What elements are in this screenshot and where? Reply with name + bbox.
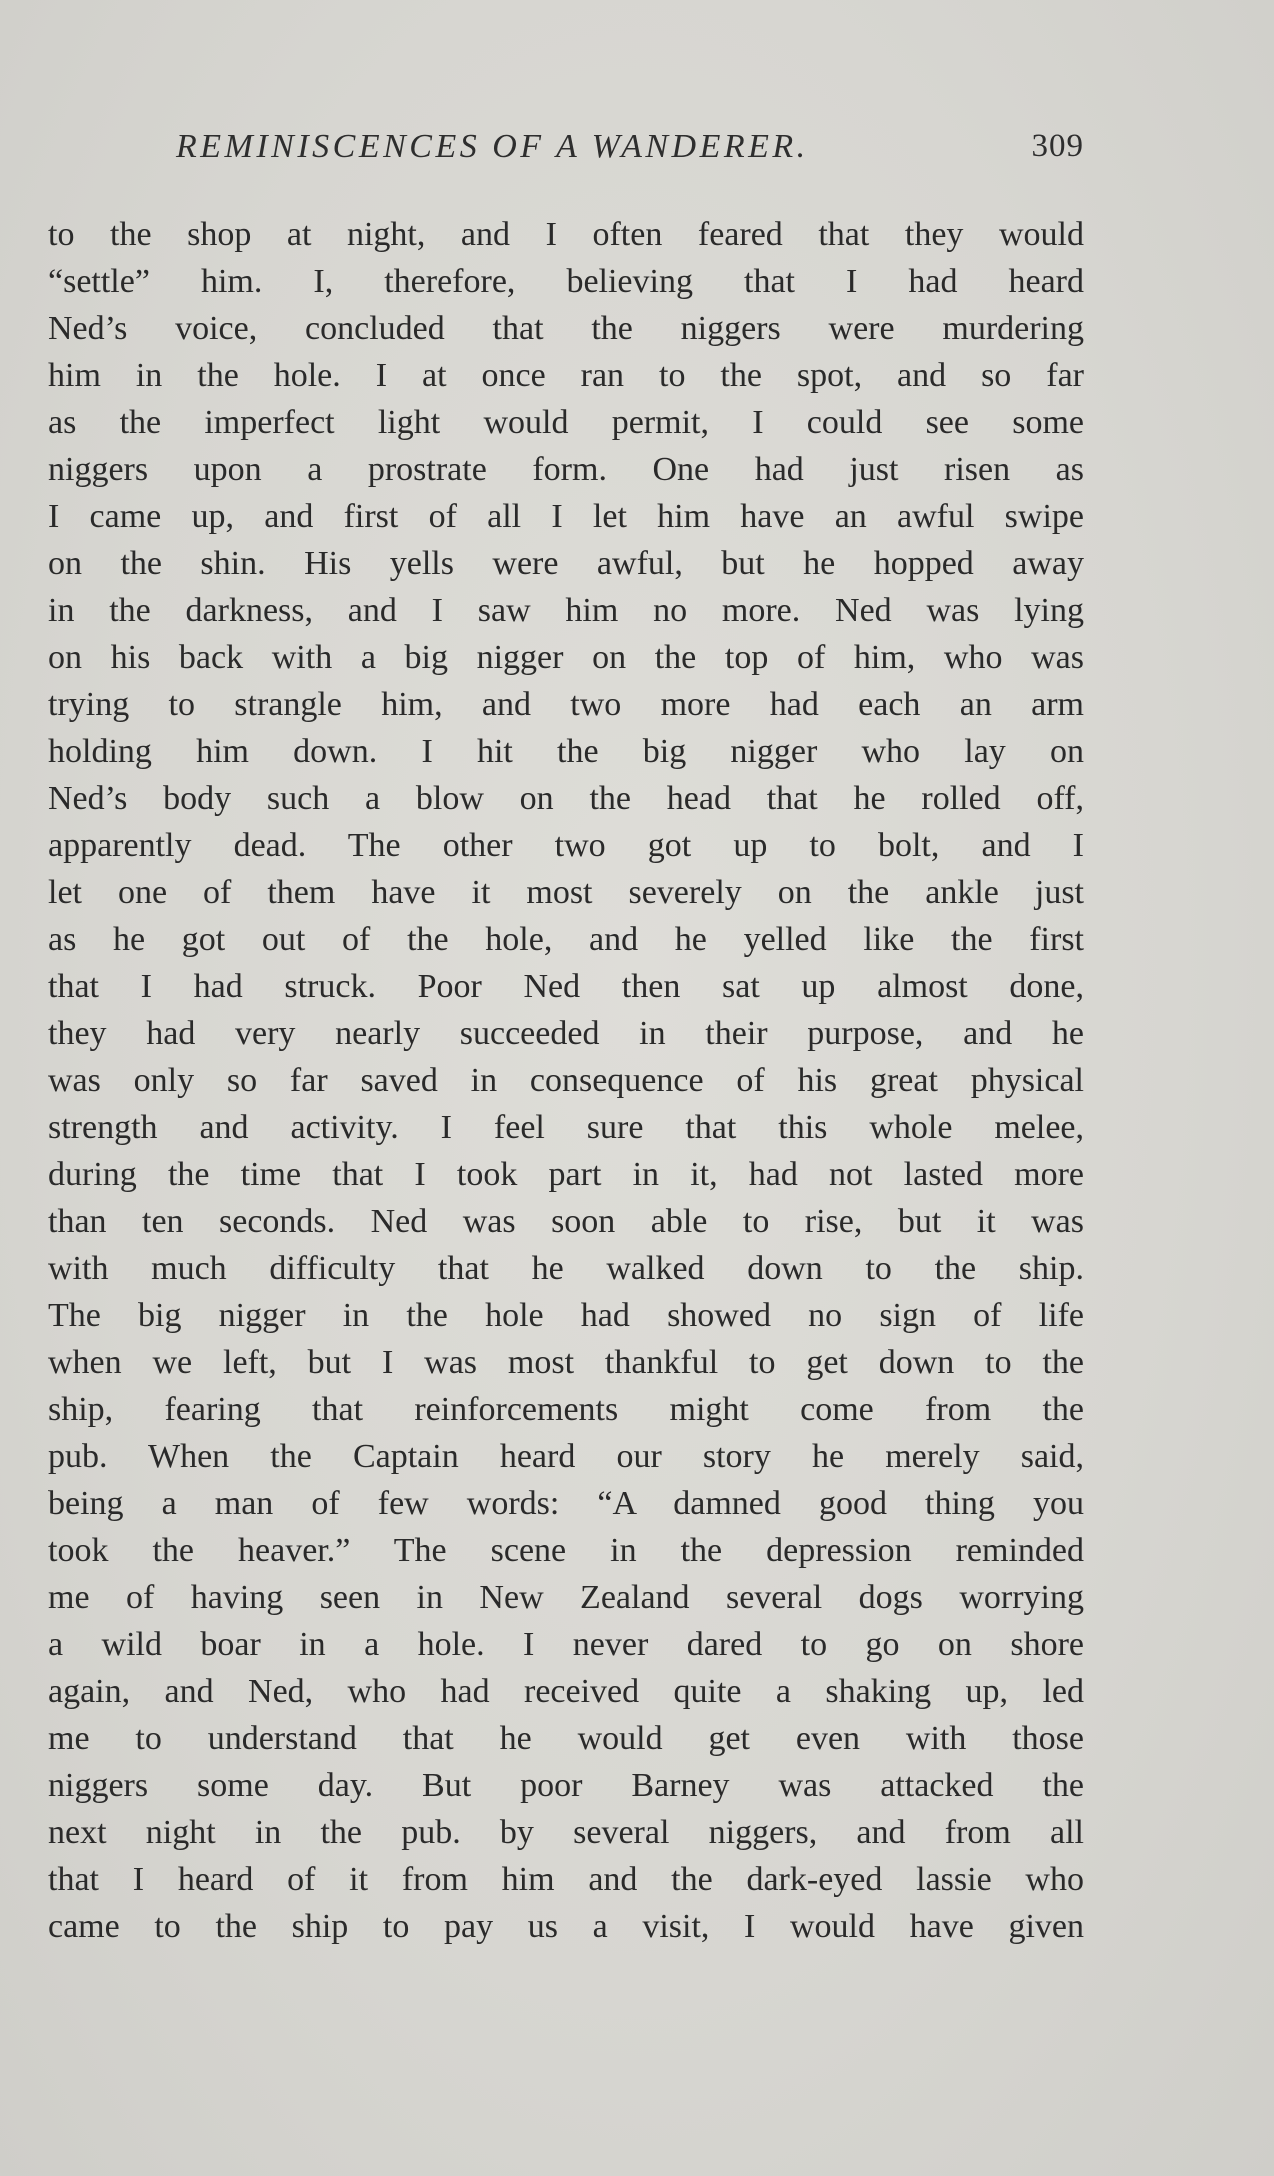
text-line: “settle” him. I, therefore, believing that I had heard [48, 263, 1084, 300]
text-line: Ned’s voice, concluded that the niggers were murdering [48, 310, 1084, 347]
text-line: to the shop at night, and I often feared that they would [48, 216, 1084, 253]
text-line: with much difficulty that he walked down to the ship. [48, 1250, 1084, 1287]
text-line: that I heard of it from him and the dark-eyed lassie who [48, 1861, 1084, 1898]
text-line: holding him down. I hit the big nigger who lay on [48, 733, 1084, 770]
text-line: apparently dead. The other two got up to bolt, and I [48, 827, 1084, 864]
text-line: during the time that I took part in it, had not lasted more [48, 1156, 1084, 1193]
text-line: in the darkness, and I saw him no more. Ned was lying [48, 592, 1084, 629]
text-line: a wild boar in a hole. I never dared to go on shore [48, 1626, 1084, 1663]
page-number: 309 [1031, 128, 1084, 164]
text-line: pub. When the Captain heard our story he merely said, [48, 1438, 1084, 1475]
text-line: when we left, but I was most thankful to get down to the [48, 1344, 1084, 1381]
text-line: The big nigger in the hole had showed no sign of life [48, 1297, 1084, 1334]
text-line: took the heaver.” The scene in the depression reminded [48, 1532, 1084, 1569]
text-line: strength and activity. I feel sure that this whole melee, [48, 1109, 1084, 1146]
text-line: next night in the pub. by several niggers, and from all [48, 1814, 1084, 1851]
running-title: REMINISCENCES OF A WANDERER. [176, 128, 809, 165]
running-head [48, 128, 1084, 178]
text-line: me of having seen in New Zealand several dogs worrying [48, 1579, 1084, 1616]
text-line: let one of them have it most severely on the ankle just [48, 874, 1084, 911]
text-line: trying to strangle him, and two more had each an arm [48, 686, 1084, 723]
text-line: I came up, and first of all I let him have an awful swipe [48, 498, 1084, 535]
text-line: niggers upon a prostrate form. One had just risen as [48, 451, 1084, 488]
text-line: Ned’s body such a blow on the head that he rolled off, [48, 780, 1084, 817]
text-line: me to understand that he would get even with those [48, 1720, 1084, 1757]
body-text [48, 211, 1084, 1950]
text-line: him in the hole. I at once ran to the spot, and so far [48, 357, 1084, 394]
text-line: they had very nearly succeeded in their purpose, and he [48, 1015, 1084, 1052]
text-line: on his back with a big nigger on the top of him, who was [48, 639, 1084, 676]
text-line: was only so far saved in consequence of his great physical [48, 1062, 1084, 1099]
text-line: than ten seconds. Ned was soon able to rise, but it was [48, 1203, 1084, 1240]
text-line: came to the ship to pay us a visit, I would have given [48, 1908, 1084, 1945]
text-line: being a man of few words: “A damned good thing you [48, 1485, 1084, 1522]
text-line: niggers some day. But poor Barney was attacked the [48, 1767, 1084, 1804]
text-line: as he got out of the hole, and he yelled like the first [48, 921, 1084, 958]
text-line: ship, fearing that reinforcements might come from the [48, 1391, 1084, 1428]
text-line: as the imperfect light would permit, I could see some [48, 404, 1084, 441]
text-line: that I had struck. Poor Ned then sat up almost done, [48, 968, 1084, 1005]
text-line: again, and Ned, who had received quite a shaking up, led [48, 1673, 1084, 1710]
text-line: on the shin. His yells were awful, but he hopped away [48, 545, 1084, 582]
